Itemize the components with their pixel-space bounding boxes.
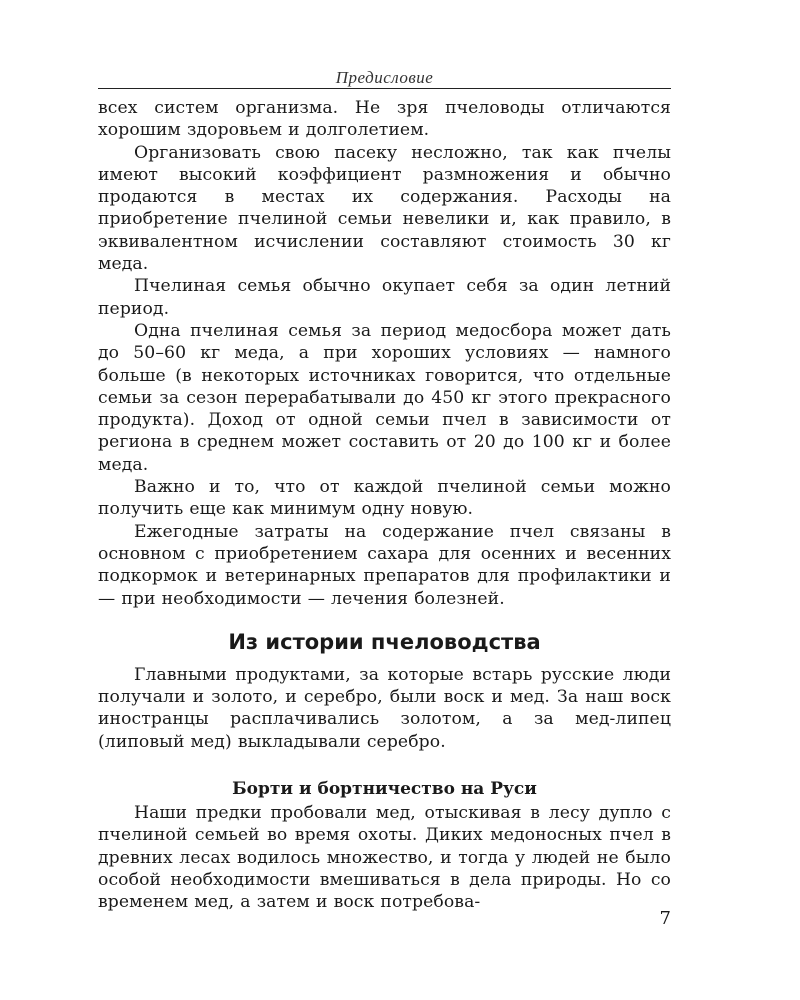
- page-number: 7: [659, 908, 671, 929]
- header-rule: [98, 88, 671, 89]
- paragraph: Главными продуктами, за которые встарь русские люди получали и золото, и серебро, были воск и мед. За наш воск иностранцы расплачивались золотом, а за мед-липец (липовый мед) выкладывали серебро.: [98, 664, 671, 752]
- section-heading: Из истории пчеловодства: [228, 629, 541, 654]
- paragraph: Организовать свою пасеку несложно, так как пчелы имеют высокий коэффициент размножения и обычно продаются в местах их содержания. Расходы на приобретение пчелиной семьи невелики и, как правило, в эквивалентном исчислении составляют стоимость 30 кг меда.: [98, 142, 671, 275]
- book-page: [98, 60, 671, 960]
- paragraph: Ежегодные затраты на содержание пчел связаны в основном с приобретением сахара для осенних и весенних подкормок и ветеринарных препаратов для профилактики и — при необходимости — лечения болезней.: [98, 521, 671, 609]
- running-title: Предисловие: [335, 68, 434, 87]
- paragraph: Наши предки пробовали мед, отыскивая в лесу дупло с пчелиной семьей во время охоты. Диких медоносных пчел в древних лесах водилось множество, и тогда у людей не было особой необходимости вмешиваться в дела природы. Но со временем мед, а затем и воск потребова-: [98, 803, 671, 913]
- body-text: [98, 97, 671, 914]
- paragraph: Пчелиная семья обычно окупает себя за один летний период.: [98, 276, 671, 319]
- paragraph: Важно и то, что от каждой пчелиной семьи можно получить еще как минимум одну новую.: [98, 477, 671, 520]
- paragraph: Одна пчелиная семья за период медосбора может дать до 50–60 кг меда, а при хороших условиях — намного больше (в некоторых источниках говорится, что отдельные семьи за сезон перерабатывали до 450 кг этого прекрасного продукта). Доход от одной семьи пчел в зависимости от региона в среднем может составить от 20 до 100 кг и более меда.: [98, 320, 671, 475]
- subsection-heading: Борти и бортничество на Руси: [232, 779, 537, 800]
- paragraph-continuation: всех систем организма. Не зря пчеловоды отличаются хорошим здоровьем и долголетием.: [98, 98, 671, 141]
